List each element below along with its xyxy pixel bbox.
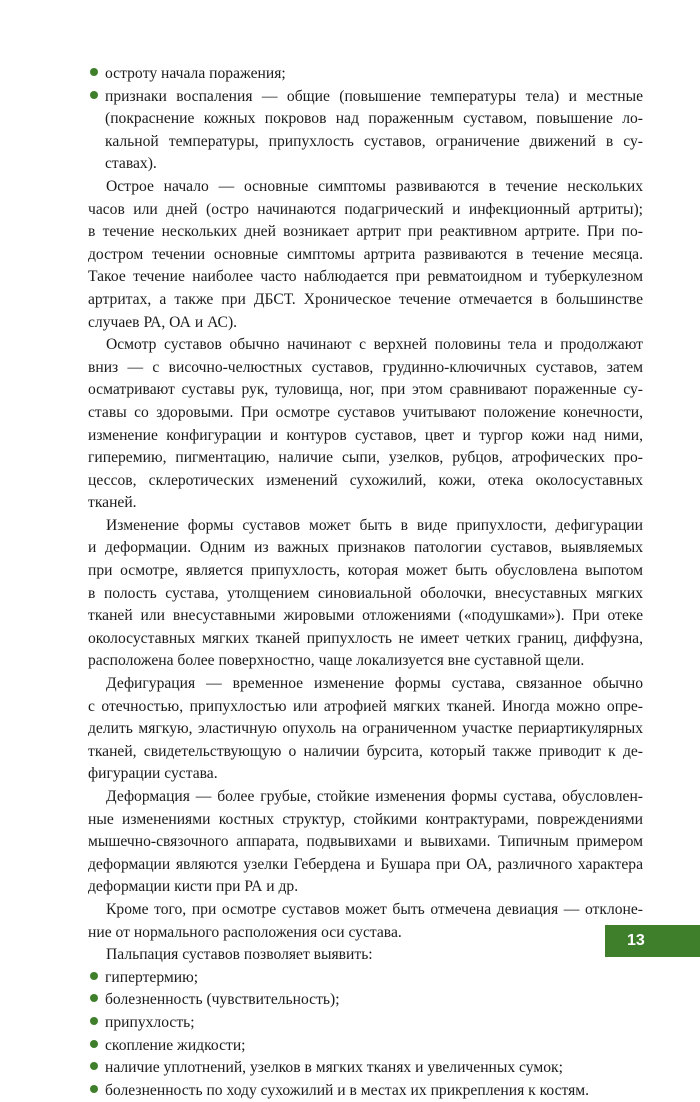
paragraph-line: Кроме того, при осмотре суставов может быть отмечена девиация — отклоне-: [106, 900, 643, 918]
paragraph-line: Осмотр суставов обычно начинают с верхней половины тела и продолжают: [106, 336, 643, 354]
paragraph-line: ние от нормального расположения оси сустава.: [88, 923, 402, 941]
paragraph-line: артритах, а также при ДБСТ. Хроническое течение отмечается в большинстве: [88, 290, 643, 308]
bullet-icon: [90, 1062, 98, 1070]
paragraph-line: фигурации сустава.: [88, 765, 218, 783]
paragraph-line: ставы со здоровыми. При осмотре суставов учитывают положение конечности,: [88, 403, 643, 421]
bullet-icon: [90, 1040, 98, 1048]
paragraph-line: гиперемию, пигментацию, наличие сыпи, узелков, рубцов, атрофических про-: [88, 449, 643, 467]
paragraph-line: Изменение формы суставов может быть в виде припухлости, дефигурации: [106, 516, 643, 534]
paragraph-line: расположена более поверхностно, чаще локализуется вне суставной щели.: [88, 652, 585, 670]
page-body: [88, 63, 643, 1102]
bullet-icon: [90, 91, 98, 99]
paragraph-line: делить мягкую, эластичную опухоль на ограниченном участке периартикулярных: [88, 720, 643, 738]
bullet-item-cont: кальной температуры, припухлость суставов, ограничение движений в су-: [105, 132, 643, 150]
paragraph-line: осматривают суставы рук, туловища, ног, при этом сравнивают пораженные су-: [88, 381, 643, 399]
bullet-icon: [90, 68, 98, 76]
paragraph-line: деформации являются узелки Гебердена и Бушара при ОА, различного характера: [88, 855, 643, 873]
bullet-item: припухлость;: [88, 1012, 643, 1035]
paragraph-line: изменение конфигурации и контуров суставов, цвет и тургор кожи над ними,: [88, 426, 643, 444]
bullet-icon: [90, 1017, 98, 1025]
paragraph-line: тканей, свидетельствующую о наличии бурсита, который также приводит к де-: [88, 742, 643, 760]
paragraph-line: ные изменениями костных структур, стойкими контрактурами, повреждениями: [88, 810, 643, 828]
bullet-icon: [90, 1085, 98, 1093]
paragraph-line: околосуставных мягких тканей припухлость не имеет четких границ, диффузна,: [88, 629, 643, 647]
bullet-item: болезненность по ходу сухожилий и в местах их прикрепления к костям.: [88, 1080, 643, 1102]
bullet-icon: [90, 972, 98, 980]
paragraph-line: с отечностью, припухлостью или атрофией мягких тканей. Иногда можно опре-: [88, 697, 643, 715]
bullet-item: наличие уплотнений, узелков в мягких тканях и увеличенных сумок;: [88, 1057, 643, 1080]
bullet-item: гипертермию;: [88, 967, 643, 990]
paragraph-line: в течение нескольких дней возникает артрит при реактивном артрите. При по-: [88, 223, 643, 241]
paragraph-line: тканей.: [88, 494, 137, 512]
bullet-item: скопление жидкости;: [88, 1035, 643, 1058]
bullet-item-cont: ставах).: [105, 155, 157, 173]
paragraph-line: при осмотре, является припухлость, которая может быть обусловлена выпотом: [88, 562, 643, 580]
page-number-badge: 13: [605, 925, 700, 957]
paragraph-line: Пальпация суставов позволяет выявить:: [106, 946, 373, 964]
paragraph-line: Деформация — более грубые, стойкие изменения формы сустава, обусловлен-: [106, 788, 643, 805]
paragraph-line: Такое течение наиболее часто наблюдается при ревматоидном и туберкулезном: [88, 268, 643, 286]
paragraph-line: и деформации. Одним из важных признаков патологии суставов, выявляемых: [88, 539, 643, 557]
paragraph-line: цессов, склеротических изменений сухожилий, кожи, отека околосуставных: [88, 471, 643, 489]
bullet-item: острoту начала поражения;: [88, 63, 643, 86]
paragraph-line: в полость сустава, утолщением синовиальной оболочки, внесуставных мягких: [88, 584, 643, 602]
paragraph-line: Дефигурация — временное изменение формы сустава, связанное обычно: [106, 675, 643, 693]
paragraph-line: вниз — с височно-челюстных суставов, грудинно-ключичных суставов, затем: [88, 358, 643, 376]
paragraph-line: достром течении основные симптомы артрита развиваются в течение месяца.: [88, 245, 643, 263]
paragraph-line: деформации кисти при РА и др.: [88, 878, 299, 896]
bullet-item-cont: (покраснение кожных покровов над пораженным суставом, повышение ло-: [105, 110, 643, 128]
paragraph-line: тканей или внесуставными жировыми отложениями («подушками»). При отеке: [88, 607, 643, 625]
bullet-item: болезненность (чувствительность);: [88, 989, 643, 1012]
paragraph-line: Острое начало — основные симптомы развиваются в течение нескольких: [106, 177, 643, 195]
paragraph-line: мышечно-связочного аппарата, подвывихами и вывихами. Типичным примером: [88, 833, 643, 851]
paragraph-line: часов или дней (остро начинаются подагрический и инфекционный артриты);: [88, 200, 643, 218]
bullet-item: признаки воспаления — общие (повышение температуры тела) и местные: [88, 86, 643, 109]
paragraph-line: случаев РА, ОА и АС).: [88, 313, 238, 331]
bullet-icon: [90, 994, 98, 1002]
